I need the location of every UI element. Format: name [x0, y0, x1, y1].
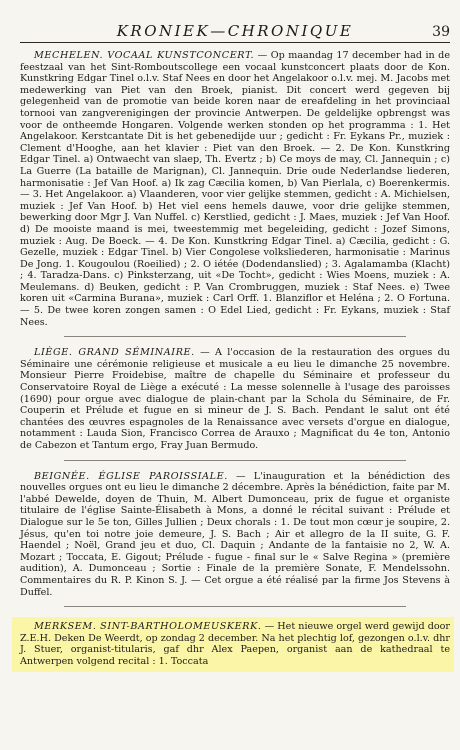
section-divider	[64, 606, 406, 607]
article-body: — Op maandag 17 december had in de feestzaal van het Sint-Romboutscollege een vocaal kunstconcert plaats door de Kon. Kunstkring Edgar Tinel o.l.v. Staf Nees en door het Angelakoor o.l.v. mej. M. Jacobs met medewerking van Piet van den Broek, pianist. Dit concert werd gegeven bij gelegenheid van de promotie van beide koren naar de ereafdeling in het provinciaal tornooi van zangverenigingen der provincie Antwerpen. De geldelijke opbrengst was voor de ontheemde Hongaren. Volgende werken stonden op het programma : 1. Het Angelakoor. Kerstcantate Dit is het gebenedijde uur ; gedicht : Fr. Eykans Pr., muziek : Clement d'Hooghe, aan het klavier : Piet van den Broek. — 2. De Kon. Kunstkring Edgar Tinel. a) Ontwaecht van slaep, Th. Evertz ; b) Ce moys de may, Cl. Jannequin ; c) La Guerre (La bataille de Marignan), Cl. Jannequin. Drie oude Nederlandse liederen, harmonisatie : Jef Van Hoof. a) Ik zag Cæcilia komen, b) Van Pierlala, c) Boerenkermis. — 3. Het Angelakoor. a) Vlaanderen, voor vier gelijke stemmen, gedicht : A. Michielsen, muziek : Jef Van Hoof. b) Het viel eens hemels dauwe, voor drie gelijke stemmen, bewerking door Mgr J. Van Nuffel. c) Kerstlied, gedicht : J. Maes, muziek : Jef Van Hoof. d) De mooiste maand is mei, tweestemmig met begeleiding, gedicht : Jozef Simons, muziek : Aug. De Boeck. — 4. De Kon. Kunstkring Edgar Tinel. a) Cæcilia, gedicht : G. Gezelle, muziek : Edgar Tinel. b) Vier Congolese volksliederen, harmonisatie : Marinus De Jong. 1. Kougoulou (Roeilied) ; 2. O iétée (Dodendanslied) ; 3. Agalamamba (Klacht) ; 4. Taradza-Dans. c) Pinksterzang, uit «De Tocht», gedicht : Wies Moens, muziek : A. Meulemans. d) Beuken, gedicht : P. Van Crombruggen, muziek : Staf Nees. e) Twee koren uit «Carmina Burana», muziek : Carl Orff. 1. Blanziflor et Heléna ; 2. O Fortuna. — 5. De twee koren zongen samen : O Edel Lied, gedicht : Fr. Eykans, muziek : Staf Nees.	[20, 50, 450, 328]
section-divider	[64, 336, 406, 337]
page-content	[20, 50, 450, 672]
article-title: BEIGNÉE. ÉGLISE PAROISSIALE.	[34, 470, 228, 482]
article-body: — Het nieuwe orgel werd gewijd door Z.E.H. Deken De Weerdt, op zondag 2 december. Na het plechtig lof, gezongen o.l.v. dhr J. Stuer, organist-titularis, gaf dhr Alex Paepen, organist aan de kathedraal te Antwerpen volgend recital : 1. Toccata	[20, 621, 450, 667]
article-title: LIÈGE. GRAND SÉMINAIRE.	[34, 347, 195, 359]
section-divider	[64, 460, 406, 461]
article-merksem	[12, 617, 454, 671]
article-title: MERKSEM. SINT-BARTHOLOMEUSKERK.	[34, 621, 262, 633]
article-paragraph	[20, 347, 450, 451]
article-paragraph	[20, 471, 450, 599]
article-mechelen	[20, 50, 450, 328]
article-body: — A l'occasion de la restauration des orgues du Séminaire une cérémonie religieuse et musicale a eu lieu le dimanche 25 novembre. Monsieur Pierre Froidebise, maître de chapelle du Séminaire et professeur du Conservatoire Royal de Liège a exécuté : La messe solennelle à l'usage des paroisses (1690) pour orgue avec dialogue de plain-chant par la Schola du Séminaire, de Fr. Couperin et Prélude et fugue en si mineur de J. S. Bach. Pendant le salut ont été chantées des œuvres espagnoles de la Renaissance avec versets d'orgue en dialogue, notamment : Lauda Sion, Francisco Correa de Arauxo ; Magnificat du 4e ton, Antonio de Cabezon et Tantum ergo, Fray Juan Bermudo.	[20, 347, 450, 451]
running-title: KRONIEK—CHRONIQUE	[116, 22, 354, 40]
article-paragraph	[20, 50, 450, 328]
article-title: MECHELEN. VOCAAL KUNSTCONCERT.	[34, 50, 255, 61]
article-liege	[20, 347, 450, 451]
article-beignee	[20, 471, 450, 599]
article-paragraph	[20, 621, 450, 667]
page-number: 39	[432, 24, 450, 40]
article-body: — L'inauguration et la bénédiction des nouvelles orgues ont eu lieu le dimanche 2 décembre. Après la bénédiction, faite par M. l'abbé Dewelde, doyen de Thuin, M. Albert Dumonceau, prix de fugue et organiste titulaire de l'église Sainte-Élisabeth à Mons, a donné le récital suivant : Prélude et Dialogue sur le 5e ton, Gilles Jullien ; Deux chorals : 1. De tout mon cœur je soupire, 2. Jésus, qu'en toi notre joie demeure, J. S. Bach ; Air et allegro de la II suite, G. F. Haendel ; Noël, Grand jeu et duo, Cl. Daquin ; Andante de la fantaisie no 2, W. A. Mozart ; Toccata, E. Gigout; Prélude - fugue - final sur le « Salve Regina » (première audition), A. Dumonceau ; Sortie : Finale de la première Sonate, F. Mendelssohn. Commentaires du R. P. Kinon S. J. — Cet orgue a été réalisé par la firme Jos Stevens à Duffel.	[20, 470, 451, 598]
page-header	[20, 10, 450, 43]
